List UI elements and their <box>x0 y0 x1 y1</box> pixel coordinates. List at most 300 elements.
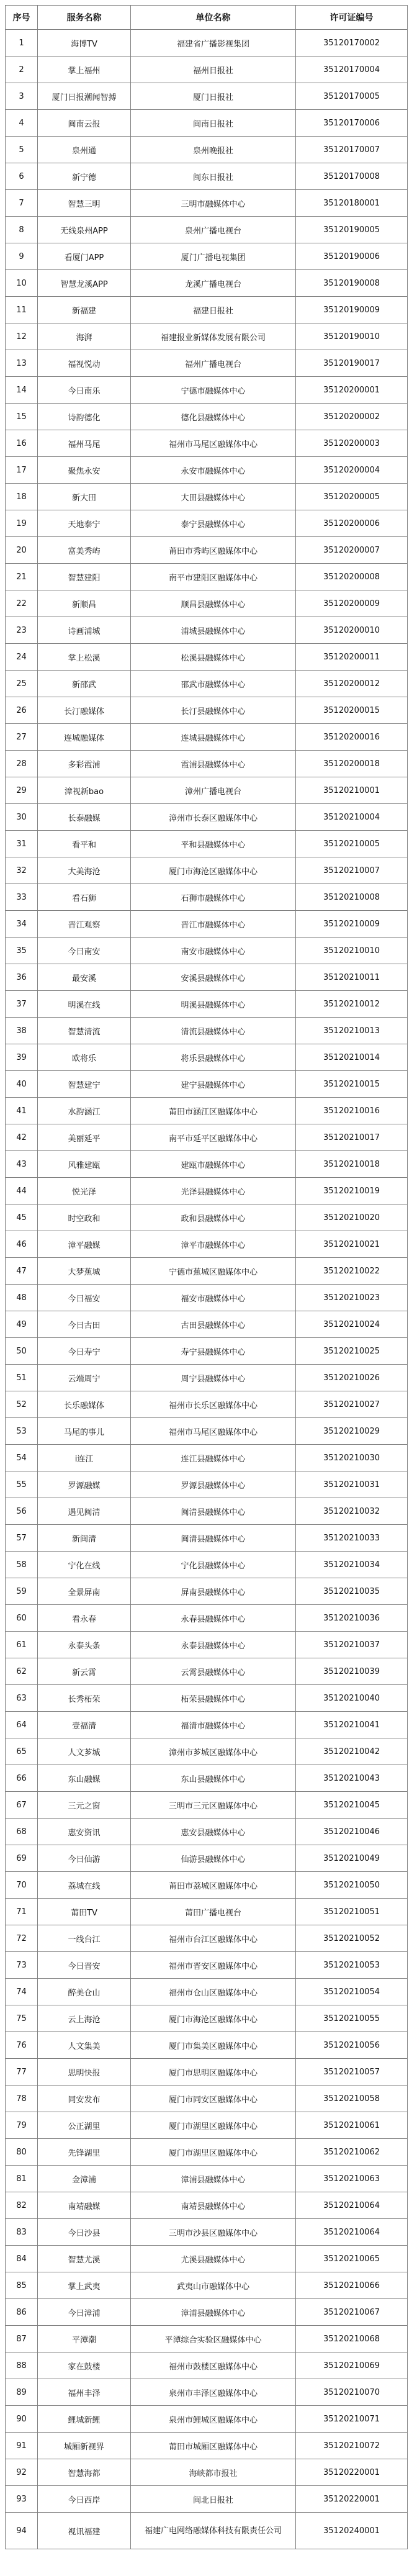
row-index: 80 <box>6 2139 38 2166</box>
row-index: 19 <box>6 510 38 537</box>
row-license-number: 35120210057 <box>296 2059 408 2086</box>
row-license-number: 35120170004 <box>296 56 408 83</box>
table-row <box>6 1098 408 1124</box>
row-index: 41 <box>6 1098 38 1124</box>
row-index: 75 <box>6 2005 38 2032</box>
table-row <box>6 2086 408 2112</box>
table-row <box>6 938 408 964</box>
row-service-name: 新大田 <box>38 484 131 510</box>
row-license-number: 35120210065 <box>296 2246 408 2272</box>
row-organization: 闽清县融媒体中心 <box>131 1525 296 1552</box>
row-license-number: 35120240001 <box>296 2513 408 2549</box>
row-organization: 明溪县融媒体中心 <box>131 991 296 1018</box>
row-license-number: 35120210010 <box>296 938 408 964</box>
row-organization: 永春县融媒体中心 <box>131 1605 296 1632</box>
table-row <box>6 1899 408 1925</box>
row-organization: 建瓯市融媒体中心 <box>131 1151 296 1178</box>
row-service-name: 云上海沧 <box>38 2005 131 2032</box>
row-organization: 邵武市融媒体中心 <box>131 671 296 697</box>
row-license-number: 35120210016 <box>296 1098 408 1124</box>
row-service-name: 晋江观察 <box>38 911 131 938</box>
row-service-name: 先锋湖里 <box>38 2139 131 2166</box>
row-license-number: 35120210043 <box>296 1765 408 1792</box>
row-service-name: 聚焦永安 <box>38 457 131 484</box>
table-row <box>6 1578 408 1605</box>
row-organization: 闽南日报社 <box>131 110 296 137</box>
row-organization: 政和县融媒体中心 <box>131 1204 296 1231</box>
row-index: 93 <box>6 2486 38 2513</box>
row-license-number: 35120170008 <box>296 163 408 190</box>
row-index: 88 <box>6 2352 38 2379</box>
row-index: 59 <box>6 1578 38 1605</box>
table-row <box>6 2406 408 2433</box>
row-index: 89 <box>6 2379 38 2406</box>
row-service-name: 遇见闽清 <box>38 1498 131 1525</box>
row-service-name: 智慧清流 <box>38 1018 131 1044</box>
row-organization: 松溪县融媒体中心 <box>131 644 296 671</box>
table-row <box>6 1231 408 1258</box>
row-service-name: 今日仙游 <box>38 1845 131 1872</box>
row-index: 92 <box>6 2459 38 2486</box>
row-organization: 古田县融媒体中心 <box>131 1311 296 1338</box>
row-service-name: 智慧尤溪 <box>38 2246 131 2272</box>
table-row <box>6 1738 408 1765</box>
table-row <box>6 1391 408 1418</box>
table-row <box>6 590 408 617</box>
row-organization: 安溪县融媒体中心 <box>131 964 296 991</box>
row-license-number: 35120210015 <box>296 1071 408 1098</box>
row-license-number: 35120190017 <box>296 350 408 377</box>
row-service-name: 掌上松溪 <box>38 644 131 671</box>
table-row <box>6 137 408 163</box>
table-row <box>6 510 408 537</box>
row-organization: 漳州市芗城区融媒体中心 <box>131 1738 296 1765</box>
row-service-name: 漳平融媒 <box>38 1231 131 1258</box>
row-index: 64 <box>6 1712 38 1738</box>
table-row <box>6 804 408 831</box>
row-organization: 光泽县融媒体中心 <box>131 1178 296 1204</box>
row-index: 40 <box>6 1071 38 1098</box>
table-row <box>6 2112 408 2139</box>
table-row <box>6 911 408 938</box>
row-organization: 三明市三元区融媒体中心 <box>131 1792 296 1819</box>
row-license-number: 35120210008 <box>296 884 408 911</box>
row-organization: 闽东日报社 <box>131 163 296 190</box>
row-license-number: 35120210040 <box>296 1685 408 1712</box>
row-organization: 泉州市鲤城区融媒体中心 <box>131 2406 296 2433</box>
row-index: 73 <box>6 1952 38 1979</box>
row-index: 86 <box>6 2299 38 2326</box>
row-service-name: 平潭潮 <box>38 2326 131 2352</box>
row-service-name: 掌上福州 <box>38 56 131 83</box>
row-license-number: 35120210056 <box>296 2032 408 2059</box>
row-index: 26 <box>6 697 38 724</box>
row-organization: 将乐县融媒体中心 <box>131 1044 296 1071</box>
row-index: 45 <box>6 1204 38 1231</box>
row-index: 8 <box>6 217 38 243</box>
row-license-number: 35120190009 <box>296 297 408 323</box>
row-index: 84 <box>6 2246 38 2272</box>
row-organization: 福州广播电视台 <box>131 350 296 377</box>
row-index: 33 <box>6 884 38 911</box>
row-license-number: 35120210071 <box>296 2406 408 2433</box>
row-service-name: 诗画浦城 <box>38 617 131 644</box>
row-service-name: 新云霄 <box>38 1658 131 1685</box>
row-license-number: 35120210045 <box>296 1792 408 1819</box>
row-organization: 莆田市秀屿区融媒体中心 <box>131 537 296 564</box>
row-index: 72 <box>6 1925 38 1952</box>
row-service-name: 东山融媒 <box>38 1765 131 1792</box>
table-row <box>6 1258 408 1285</box>
table-row <box>6 1471 408 1498</box>
header-index: 序号 <box>6 6 38 30</box>
row-license-number: 35120200016 <box>296 724 408 751</box>
row-service-name: 诗韵德化 <box>38 404 131 430</box>
row-service-name: 宁化在线 <box>38 1552 131 1578</box>
row-organization: 厦门市海沧区融媒体中心 <box>131 2005 296 2032</box>
row-service-name: 南靖融媒 <box>38 2192 131 2219</box>
row-index: 20 <box>6 537 38 564</box>
row-license-number: 35120170006 <box>296 110 408 137</box>
row-organization: 福建省广播影视集团 <box>131 30 296 56</box>
row-license-number: 35120210001 <box>296 777 408 804</box>
row-index: 53 <box>6 1418 38 1445</box>
row-organization: 南安市融媒体中心 <box>131 938 296 964</box>
row-organization: 漳浦县融媒体中心 <box>131 2299 296 2326</box>
row-license-number: 35120200002 <box>296 404 408 430</box>
table-row <box>6 671 408 697</box>
row-organization: 福建报业新媒体发展有限公司 <box>131 323 296 350</box>
row-index: 29 <box>6 777 38 804</box>
row-service-name: 福州丰泽 <box>38 2379 131 2406</box>
row-license-number: 35120210037 <box>296 1632 408 1658</box>
row-index: 81 <box>6 2166 38 2192</box>
row-service-name: 水韵涵江 <box>38 1098 131 1124</box>
table-row <box>6 884 408 911</box>
table-row <box>6 56 408 83</box>
table-row <box>6 217 408 243</box>
row-index: 71 <box>6 1899 38 1925</box>
row-organization: 屏南县融媒体中心 <box>131 1578 296 1605</box>
table-row <box>6 1632 408 1658</box>
row-license-number: 35120210066 <box>296 2272 408 2299</box>
row-organization: 厦门市湖里区融媒体中心 <box>131 2139 296 2166</box>
row-organization: 连城县融媒体中心 <box>131 724 296 751</box>
row-license-number: 35120210058 <box>296 2086 408 2112</box>
row-service-name: 荔城在线 <box>38 1872 131 1899</box>
row-service-name: 泉州通 <box>38 137 131 163</box>
row-service-name: 马尾的事儿 <box>38 1418 131 1445</box>
table-row <box>6 1925 408 1952</box>
row-index: 23 <box>6 617 38 644</box>
row-license-number: 35120210004 <box>296 804 408 831</box>
header-service-name: 服务名称 <box>38 6 131 30</box>
row-index: 67 <box>6 1792 38 1819</box>
row-organization: 三明市沙县区融媒体中心 <box>131 2219 296 2246</box>
row-service-name: 人文集美 <box>38 2032 131 2059</box>
row-service-name: 明溪在线 <box>38 991 131 1018</box>
row-service-name: 掌上武夷 <box>38 2272 131 2299</box>
row-service-name: 思明快报 <box>38 2059 131 2086</box>
row-organization: 龙溪广播电视台 <box>131 270 296 297</box>
row-index: 1 <box>6 30 38 56</box>
table-row <box>6 1338 408 1365</box>
table-row <box>6 2379 408 2406</box>
row-organization: 福州市台江区融媒体中心 <box>131 1925 296 1952</box>
row-license-number: 35120200012 <box>296 671 408 697</box>
table-row <box>6 270 408 297</box>
row-service-name: 三元之窗 <box>38 1792 131 1819</box>
row-service-name: 云端周宁 <box>38 1365 131 1391</box>
row-service-name: 莆田TV <box>38 1899 131 1925</box>
row-organization: 罗源县融媒体中心 <box>131 1471 296 1498</box>
row-license-number: 35120210007 <box>296 857 408 884</box>
row-organization: 清流县融媒体中心 <box>131 1018 296 1044</box>
table-row <box>6 2486 408 2513</box>
row-index: 34 <box>6 911 38 938</box>
row-service-name: 美丽延平 <box>38 1124 131 1151</box>
table-row <box>6 2192 408 2219</box>
row-service-name: 今日晋安 <box>38 1952 131 1979</box>
row-license-number: 35120170002 <box>296 30 408 56</box>
row-license-number: 35120210064 <box>296 2219 408 2246</box>
row-service-name: 今日寿宁 <box>38 1338 131 1365</box>
row-service-name: 今日漳浦 <box>38 2299 131 2326</box>
row-license-number: 35120200010 <box>296 617 408 644</box>
row-service-name: 看永春 <box>38 1605 131 1632</box>
row-service-name: 长乐融媒体 <box>38 1391 131 1418</box>
row-license-number: 35120190005 <box>296 217 408 243</box>
row-organization: 泉州晚报社 <box>131 137 296 163</box>
row-license-number: 35120210072 <box>296 2433 408 2459</box>
row-service-name: 新福建 <box>38 297 131 323</box>
row-license-number: 35120210032 <box>296 1498 408 1525</box>
row-index: 61 <box>6 1632 38 1658</box>
row-organization: 厦门日报社 <box>131 83 296 110</box>
table-row <box>6 190 408 217</box>
row-license-number: 35120180001 <box>296 190 408 217</box>
row-index: 60 <box>6 1605 38 1632</box>
table-row <box>6 1311 408 1338</box>
row-index: 38 <box>6 1018 38 1044</box>
table-row <box>6 2299 408 2326</box>
row-organization: 福清市融媒体中心 <box>131 1712 296 1738</box>
table-row <box>6 1605 408 1632</box>
row-organization: 建宁县融媒体中心 <box>131 1071 296 1098</box>
table-row <box>6 751 408 777</box>
table-row <box>6 2246 408 2272</box>
row-index: 94 <box>6 2513 38 2549</box>
row-license-number: 35120210035 <box>296 1578 408 1605</box>
row-service-name: 金漳浦 <box>38 2166 131 2192</box>
row-index: 24 <box>6 644 38 671</box>
row-organization: 泰宁县融媒体中心 <box>131 510 296 537</box>
row-license-number: 35120210023 <box>296 1285 408 1311</box>
row-organization: 漳州市长泰区融媒体中心 <box>131 804 296 831</box>
row-organization: 厦门广播电视集团 <box>131 243 296 270</box>
row-index: 16 <box>6 430 38 457</box>
row-license-number: 35120210018 <box>296 1151 408 1178</box>
row-license-number: 35120200009 <box>296 590 408 617</box>
row-index: 77 <box>6 2059 38 2086</box>
table-row <box>6 2166 408 2192</box>
row-organization: 永泰县融媒体中心 <box>131 1632 296 1658</box>
row-service-name: 天地泰宁 <box>38 510 131 537</box>
row-license-number: 35120210052 <box>296 1925 408 1952</box>
row-index: 10 <box>6 270 38 297</box>
table-row <box>6 110 408 137</box>
row-service-name: 海博TV <box>38 30 131 56</box>
table-row <box>6 1552 408 1578</box>
row-index: 13 <box>6 350 38 377</box>
row-organization: 福州市仓山区融媒体中心 <box>131 1979 296 2005</box>
row-license-number: 35120210036 <box>296 1605 408 1632</box>
table-row <box>6 1685 408 1712</box>
row-index: 18 <box>6 484 38 510</box>
row-license-number: 35120210005 <box>296 831 408 857</box>
row-service-name: 公正湖里 <box>38 2112 131 2139</box>
table-row <box>6 564 408 590</box>
row-service-name: 城厢新视界 <box>38 2433 131 2459</box>
row-license-number: 35120200011 <box>296 644 408 671</box>
table-row <box>6 857 408 884</box>
row-license-number: 35120210068 <box>296 2326 408 2352</box>
table-row <box>6 2219 408 2246</box>
row-organization: 浦城县融媒体中心 <box>131 617 296 644</box>
table-row <box>6 644 408 671</box>
row-organization: 泉州广播电视台 <box>131 217 296 243</box>
table-row <box>6 1018 408 1044</box>
row-index: 37 <box>6 991 38 1018</box>
row-license-number: 35120200004 <box>296 457 408 484</box>
row-index: 3 <box>6 83 38 110</box>
row-index: 85 <box>6 2272 38 2299</box>
row-organization: 莆田广播电视台 <box>131 1899 296 1925</box>
permit-list-sheet <box>5 5 407 2549</box>
row-service-name: 今日西岸 <box>38 2486 131 2513</box>
table-row <box>6 1765 408 1792</box>
row-license-number: 35120210051 <box>296 1899 408 1925</box>
row-index: 25 <box>6 671 38 697</box>
row-index: 90 <box>6 2406 38 2433</box>
row-organization: 厦门市集美区融媒体中心 <box>131 2032 296 2059</box>
row-license-number: 35120210054 <box>296 1979 408 2005</box>
row-organization: 泉州市丰泽区融媒体中心 <box>131 2379 296 2406</box>
table-row <box>6 457 408 484</box>
table-row <box>6 2005 408 2032</box>
row-service-name: 智慧建宁 <box>38 1071 131 1098</box>
table-row <box>6 350 408 377</box>
table-row <box>6 163 408 190</box>
row-license-number: 35120210063 <box>296 2166 408 2192</box>
table-row <box>6 1178 408 1204</box>
row-service-name: 壹福清 <box>38 1712 131 1738</box>
row-service-name: 一线台江 <box>38 1925 131 1952</box>
row-service-name: 漳视新bao <box>38 777 131 804</box>
row-index: 11 <box>6 297 38 323</box>
row-organization: 福建日报社 <box>131 297 296 323</box>
row-organization: 仙游县融媒体中心 <box>131 1845 296 1872</box>
table-row <box>6 1151 408 1178</box>
row-license-number: 35120210025 <box>296 1338 408 1365</box>
row-organization: 云霄县融媒体中心 <box>131 1658 296 1685</box>
row-service-name: 新宁德 <box>38 163 131 190</box>
table-row <box>6 1712 408 1738</box>
row-license-number: 35120210017 <box>296 1124 408 1151</box>
row-license-number: 35120210019 <box>296 1178 408 1204</box>
row-license-number: 35120190010 <box>296 323 408 350</box>
table-row <box>6 777 408 804</box>
row-service-name: 最安溪 <box>38 964 131 991</box>
table-row <box>6 2326 408 2352</box>
table-row <box>6 83 408 110</box>
row-index: 4 <box>6 110 38 137</box>
row-license-number: 35120210020 <box>296 1204 408 1231</box>
row-index: 49 <box>6 1311 38 1338</box>
row-organization: 平潭综合实验区融媒体中心 <box>131 2326 296 2352</box>
row-license-number: 35120210014 <box>296 1044 408 1071</box>
table-row <box>6 2032 408 2059</box>
row-license-number: 35120190008 <box>296 270 408 297</box>
row-service-name: 连城融媒体 <box>38 724 131 751</box>
table-row <box>6 297 408 323</box>
row-index: 27 <box>6 724 38 751</box>
row-license-number: 35120200005 <box>296 484 408 510</box>
row-organization: 厦门市湖里区融媒体中心 <box>131 2112 296 2139</box>
row-license-number: 35120200008 <box>296 564 408 590</box>
row-organization: 漳州广播电视台 <box>131 777 296 804</box>
row-index: 9 <box>6 243 38 270</box>
table-row <box>6 30 408 56</box>
row-index: 87 <box>6 2326 38 2352</box>
header-organization: 单位名称 <box>131 6 296 30</box>
row-organization: 东山县融媒体中心 <box>131 1765 296 1792</box>
table-row <box>6 1952 408 1979</box>
row-index: 54 <box>6 1445 38 1471</box>
row-service-name: 看石狮 <box>38 884 131 911</box>
row-organization: 石狮市融媒体中心 <box>131 884 296 911</box>
table-row <box>6 323 408 350</box>
row-index: 58 <box>6 1552 38 1578</box>
row-organization: 厦门市思明区融媒体中心 <box>131 2059 296 2086</box>
row-service-name: 智慧建阳 <box>38 564 131 590</box>
table-row <box>6 2352 408 2379</box>
row-index: 56 <box>6 1498 38 1525</box>
row-license-number: 35120210012 <box>296 991 408 1018</box>
table-row <box>6 1365 408 1391</box>
row-organization: 南平市延平区融媒体中心 <box>131 1124 296 1151</box>
row-service-name: 智慧龙溪APP <box>38 270 131 297</box>
row-index: 79 <box>6 2112 38 2139</box>
row-organization: 福州市马尾区融媒体中心 <box>131 1418 296 1445</box>
row-index: 30 <box>6 804 38 831</box>
table-row <box>6 697 408 724</box>
row-license-number: 35120210050 <box>296 1872 408 1899</box>
table-row <box>6 1658 408 1685</box>
row-organization: 福州市晋安区融媒体中心 <box>131 1952 296 1979</box>
table-row <box>6 377 408 404</box>
row-license-number: 35120210022 <box>296 1258 408 1285</box>
row-service-name: 闽南云报 <box>38 110 131 137</box>
row-index: 31 <box>6 831 38 857</box>
row-index: 83 <box>6 2219 38 2246</box>
row-index: 82 <box>6 2192 38 2219</box>
row-index: 36 <box>6 964 38 991</box>
row-organization: 福州市长乐区融媒体中心 <box>131 1391 296 1418</box>
row-index: 14 <box>6 377 38 404</box>
row-service-name: 人文芗城 <box>38 1738 131 1765</box>
row-index: 17 <box>6 457 38 484</box>
